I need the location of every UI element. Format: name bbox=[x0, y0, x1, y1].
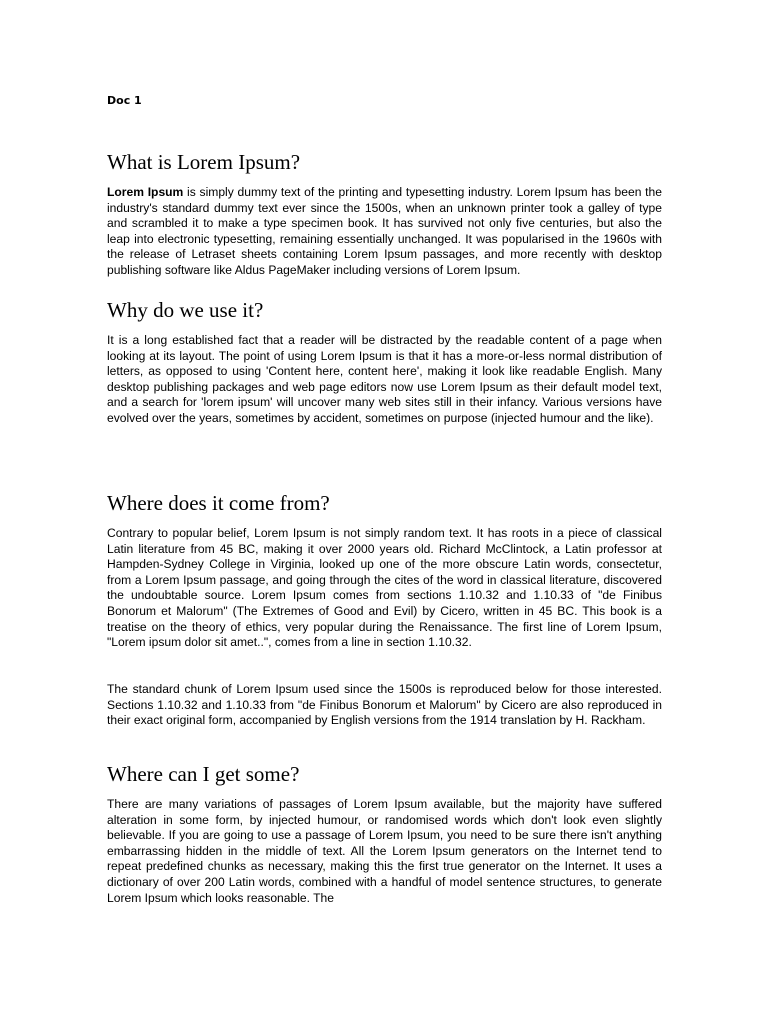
section-paragraph: Contrary to popular belief, Lorem Ipsum is not simply random text. It has roots in a piece of classical Latin literature from 45 BC, making it over 2000 years old. Richard McClintock, a Latin professor at Hampden-Sydney College in Virginia, looked up one of the more obscure Latin words, consectetur, from a Lorem Ipsum passage, and going through the cites of the word in classical literature, discovered the undoubtable source. Lorem Ipsum comes from sections 1.10.32 and 1.10.33 of "de Finibus Bonorum et Malorum" (The Extremes of Good and Evil) by Cicero, written in 45 BC. This book is a treatise on the theory of ethics, very popular during the Renaissance. The first line of Lorem Ipsum, "Lorem ipsum dolor sit amet..", comes from a line in section 1.10.32. bbox=[107, 526, 662, 650]
bold-lead: Lorem Ipsum bbox=[107, 185, 184, 199]
section-paragraph bbox=[107, 185, 662, 279]
section-heading-what-is-lorem-ipsum: What is Lorem Ipsum? bbox=[107, 150, 301, 174]
section-heading-where-does-it-come-from: Where does it come from? bbox=[107, 491, 330, 515]
section-heading-where-can-i-get-some: Where can I get some? bbox=[107, 762, 300, 786]
section-paragraph: The standard chunk of Lorem Ipsum used since the 1500s is reproduced below for those interested. Sections 1.10.32 and 1.10.33 from "de Finibus Bonorum et Malorum" by Cicero are also reproduced in their exact original form, accompanied by English versions from the 1914 translation by H. Rackham. bbox=[107, 682, 662, 728]
document-label: Doc 1 bbox=[107, 94, 142, 107]
section-paragraph: There are many variations of passages of Lorem Ipsum available, but the majority have suffered alteration in some form, by injected humour, or randomised words which don't look even slightly believable. If you are going to use a passage of Lorem Ipsum, you need to be sure there isn't anything embarrassing hidden in the middle of text. All the Lorem Ipsum generators on the Internet tend to repeat predefined chunks as necessary, making this the first true generator on the Internet. It uses a dictionary of over 200 Latin words, combined with a handful of model sentence structures, to generate Lorem Ipsum which looks reasonable. The bbox=[107, 797, 662, 905]
section-paragraph: It is a long established fact that a reader will be distracted by the readable content of a page when looking at its layout. The point of using Lorem Ipsum is that it has a more-or-less normal distribution of letters, as opposed to using 'Content here, content here', making it look like readable English. Many desktop publishing packages and web page editors now use Lorem Ipsum as their default model text, and a search for 'lorem ipsum' will uncover many web sites still in their infancy. Various versions have evolved over the years, sometimes by accident, sometimes on purpose (injected humour and the like). bbox=[107, 333, 662, 425]
section-heading-why-do-we-use-it: Why do we use it? bbox=[107, 298, 264, 322]
paragraph-text: is simply dummy text of the printing and typesetting industry. Lorem Ipsum has been the industry's standard dummy text ever since the 1500s, when an unknown printer took a galley of type and scrambled it to make a type specimen book. It has survived not only five centuries, but also the leap into electronic typesetting, remaining essentially unchanged. It was popularised in the 1960s with the release of Letraset sheets containing Lorem Ipsum passages, and more recently with desktop publishing software like Aldus PageMaker including versions of Lorem Ipsum. bbox=[107, 185, 662, 277]
